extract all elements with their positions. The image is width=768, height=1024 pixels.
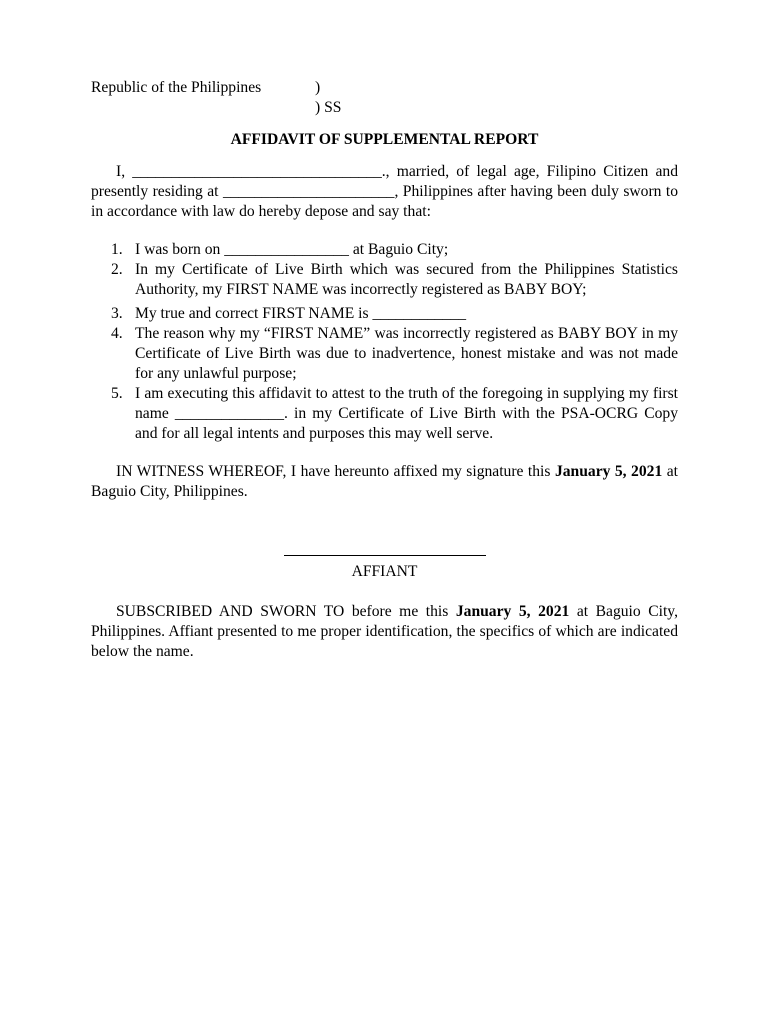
statement-text: My true and correct FIRST NAME is ____________ bbox=[135, 305, 467, 322]
statement-list bbox=[91, 240, 678, 444]
statement-text: I am executing this affidavit to attest to the truth of the foregoing in supplying my first name ______________. in my Certificate of Live Birth with the PSA-OCRG Copy and for all legal intents and purposes this may well serve. bbox=[135, 385, 678, 442]
witness-paragraph bbox=[91, 462, 678, 502]
signature-line bbox=[284, 543, 486, 556]
statement-text: In my Certificate of Live Birth which was secured from the Philippines Statistics Authority, my FIRST NAME was incorrectly registered as BABY BOY; bbox=[135, 261, 678, 298]
statement-number: 3. bbox=[111, 305, 123, 322]
statement-item bbox=[91, 240, 678, 260]
document-title: AFFIDAVIT OF SUPPLEMENTAL REPORT bbox=[230, 131, 539, 148]
subscribed-paragraph bbox=[91, 602, 678, 662]
witness-tail: at Baguio City, Philippines. bbox=[91, 463, 678, 500]
statement-number: 4. bbox=[111, 325, 123, 342]
statement-text: I was born on ________________ at Baguio City; bbox=[135, 241, 449, 258]
affiant-label: AFFIANT bbox=[351, 563, 418, 580]
affidavit-page bbox=[91, 78, 678, 662]
venue-ss: ) SS bbox=[315, 99, 342, 116]
venue-republic: Republic of the Philippines bbox=[91, 79, 262, 96]
subscribed-lead: SUBSCRIBED AND SWORN TO before me this bbox=[116, 603, 449, 620]
subscribed-tail: at Baguio City, Philippines. Affiant presented to me proper identification, the specifics of which are indicated below the name. bbox=[91, 603, 678, 660]
venue-paren: ) bbox=[315, 79, 321, 96]
statement-item bbox=[91, 260, 678, 300]
statement-item bbox=[91, 324, 678, 384]
statement-item bbox=[91, 384, 678, 444]
subscribed-date: January 5, 2021 bbox=[455, 603, 570, 620]
venue-block bbox=[91, 78, 678, 118]
intro-paragraph: I, ________________________________., married, of legal age, Filipino Citizen and presently residing at ______________________, Philippines after having been duly sworn to in accordance with law do hereby depose and say that: bbox=[91, 163, 678, 220]
statement-number: 2. bbox=[111, 261, 123, 278]
witness-lead: IN WITNESS WHEREOF, I have hereunto affixed my signature this bbox=[116, 463, 551, 480]
statement-text: The reason why my “FIRST NAME” was incorrectly registered as BABY BOY in my Certificate of Live Birth was due to inadvertence, honest mistake and was not made for any unlawful purpose; bbox=[135, 325, 678, 382]
statement-item bbox=[91, 304, 678, 324]
signature-block bbox=[91, 542, 678, 562]
witness-date: January 5, 2021 bbox=[554, 463, 663, 480]
statement-number: 5. bbox=[111, 385, 123, 402]
statement-number: 1. bbox=[111, 241, 123, 258]
